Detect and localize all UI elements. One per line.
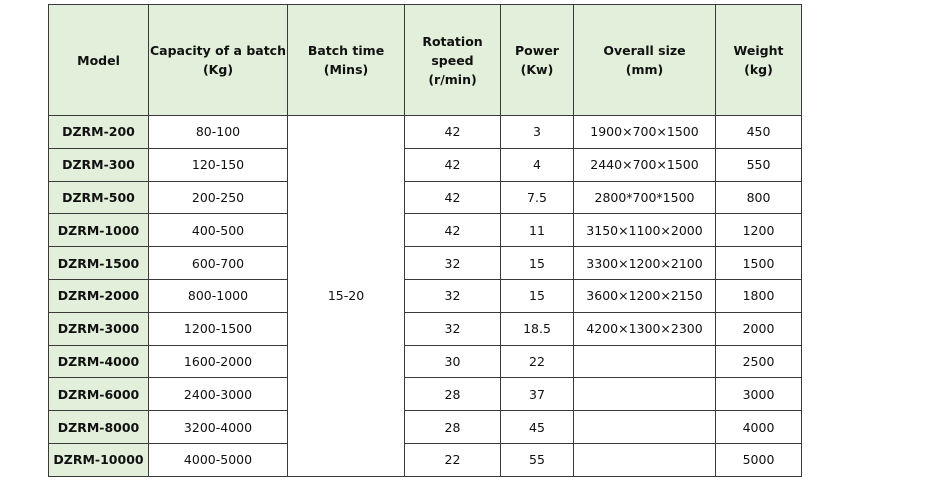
table-row bbox=[49, 345, 802, 378]
cell-model: DZRM-1500 bbox=[49, 247, 149, 280]
cell-capacity: 1600-2000 bbox=[149, 345, 288, 378]
cell-overall-size: 2800*700*1500 bbox=[574, 181, 716, 214]
cell-overall-size bbox=[574, 345, 716, 378]
header-batch-time-line: Batch time bbox=[307, 43, 385, 58]
table-row bbox=[49, 443, 802, 476]
table-row bbox=[49, 116, 802, 149]
table-row bbox=[49, 214, 802, 247]
table-row bbox=[49, 312, 802, 345]
cell-model: DZRM-8000 bbox=[49, 411, 149, 444]
cell-overall-size bbox=[574, 443, 716, 476]
header-rotation-speed-line: (r/min) bbox=[428, 71, 477, 87]
cell-capacity: 3200-4000 bbox=[149, 411, 288, 444]
cell-power: 45 bbox=[501, 411, 574, 444]
cell-power: 11 bbox=[501, 214, 574, 247]
cell-overall-size: 4200×1300×2300 bbox=[574, 312, 716, 345]
cell-rotation-speed: 32 bbox=[405, 247, 501, 280]
cell-rotation-speed: 42 bbox=[405, 181, 501, 214]
cell-model: DZRM-1000 bbox=[49, 214, 149, 247]
cell-overall-size bbox=[574, 411, 716, 444]
cell-weight: 1500 bbox=[716, 247, 802, 280]
header-row bbox=[49, 5, 802, 116]
cell-power: 4 bbox=[501, 148, 574, 181]
cell-capacity: 200-250 bbox=[149, 181, 288, 214]
header-overall-size-line: Overall size bbox=[603, 43, 686, 58]
cell-rotation-speed: 30 bbox=[405, 345, 501, 378]
cell-weight: 1800 bbox=[716, 279, 802, 312]
cell-model: DZRM-3000 bbox=[49, 312, 149, 345]
cell-power: 15 bbox=[501, 247, 574, 280]
header-batch-time-line: (Mins) bbox=[323, 62, 369, 77]
table-row bbox=[49, 378, 802, 411]
header-rotation-speed-line: Rotation bbox=[422, 33, 483, 49]
cell-power: 18.5 bbox=[501, 312, 574, 345]
cell-capacity: 600-700 bbox=[149, 247, 288, 280]
header-weight-line: (kg) bbox=[744, 62, 773, 77]
table-row bbox=[49, 181, 802, 214]
cell-rotation-speed: 28 bbox=[405, 411, 501, 444]
cell-weight: 800 bbox=[716, 181, 802, 214]
cell-overall-size: 3600×1200×2150 bbox=[574, 279, 716, 312]
cell-weight: 1200 bbox=[716, 214, 802, 247]
cell-power: 22 bbox=[501, 345, 574, 378]
cell-capacity: 4000-5000 bbox=[149, 443, 288, 476]
header-model bbox=[49, 5, 149, 116]
cell-overall-size bbox=[574, 378, 716, 411]
cell-model: DZRM-10000 bbox=[49, 443, 149, 476]
cell-weight: 4000 bbox=[716, 411, 802, 444]
cell-rotation-speed: 32 bbox=[405, 312, 501, 345]
cell-model: DZRM-2000 bbox=[49, 279, 149, 312]
cell-weight: 450 bbox=[716, 116, 802, 149]
header-overall-size-line: (mm) bbox=[625, 62, 664, 77]
header-capacity-line: (Kg) bbox=[202, 62, 234, 77]
cell-weight: 3000 bbox=[716, 378, 802, 411]
header-model-line: Model bbox=[77, 52, 120, 68]
header-rotation-speed-line: speed bbox=[431, 52, 474, 68]
cell-overall-size: 2440×700×1500 bbox=[574, 148, 716, 181]
table-row bbox=[49, 411, 802, 444]
cell-power: 15 bbox=[501, 279, 574, 312]
cell-capacity: 800-1000 bbox=[149, 279, 288, 312]
table-row bbox=[49, 247, 802, 280]
header-weight-line: Weight bbox=[733, 43, 784, 58]
cell-power: 3 bbox=[501, 116, 574, 149]
cell-capacity: 400-500 bbox=[149, 214, 288, 247]
cell-rotation-speed: 42 bbox=[405, 214, 501, 247]
cell-power: 37 bbox=[501, 378, 574, 411]
header-capacity-line: Capacity of a batch bbox=[150, 43, 286, 58]
cell-model: DZRM-500 bbox=[49, 181, 149, 214]
cell-power: 55 bbox=[501, 443, 574, 476]
cell-model: DZRM-4000 bbox=[49, 345, 149, 378]
cell-overall-size: 3300×1200×2100 bbox=[574, 247, 716, 280]
cell-batch-time: 15-20 bbox=[288, 116, 405, 477]
table-row bbox=[49, 279, 802, 312]
cell-rotation-speed: 28 bbox=[405, 378, 501, 411]
cell-overall-size: 3150×1100×2000 bbox=[574, 214, 716, 247]
cell-capacity: 2400-3000 bbox=[149, 378, 288, 411]
cell-rotation-speed: 32 bbox=[405, 279, 501, 312]
cell-weight: 2000 bbox=[716, 312, 802, 345]
header-weight bbox=[716, 5, 802, 116]
cell-rotation-speed: 42 bbox=[405, 148, 501, 181]
cell-power: 7.5 bbox=[501, 181, 574, 214]
header-capacity bbox=[149, 5, 288, 116]
header-power-line: Power bbox=[515, 43, 559, 58]
header-batch-time bbox=[288, 5, 405, 116]
cell-rotation-speed: 42 bbox=[405, 116, 501, 149]
header-power-line: (Kw) bbox=[520, 62, 554, 77]
cell-weight: 2500 bbox=[716, 345, 802, 378]
spec-table bbox=[48, 4, 802, 477]
table-row bbox=[49, 148, 802, 181]
cell-capacity: 80-100 bbox=[149, 116, 288, 149]
cell-rotation-speed: 22 bbox=[405, 443, 501, 476]
header-overall-size bbox=[574, 5, 716, 116]
cell-capacity: 120-150 bbox=[149, 148, 288, 181]
header-power bbox=[501, 5, 574, 116]
cell-model: DZRM-300 bbox=[49, 148, 149, 181]
cell-model: DZRM-200 bbox=[49, 116, 149, 149]
cell-model: DZRM-6000 bbox=[49, 378, 149, 411]
header-rotation-speed bbox=[405, 5, 501, 116]
cell-overall-size: 1900×700×1500 bbox=[574, 116, 716, 149]
cell-capacity: 1200-1500 bbox=[149, 312, 288, 345]
table-body bbox=[49, 116, 802, 477]
cell-weight: 5000 bbox=[716, 443, 802, 476]
cell-weight: 550 bbox=[716, 148, 802, 181]
